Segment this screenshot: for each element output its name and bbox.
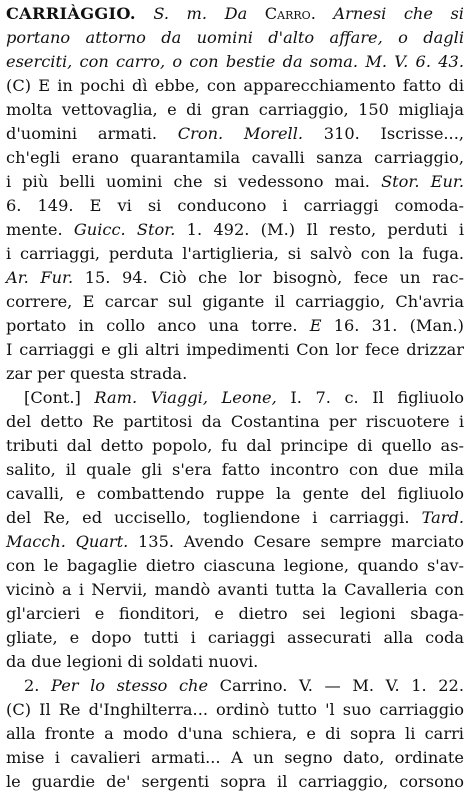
entry-line: d'uomini armati. Cron. Morell. 310. Iscrisse..., [6, 124, 464, 143]
entry-line: salito, il quale gli s'era fatto incontro con due mila [6, 460, 464, 479]
entry-line: i più belli uomini che si vedessono mai. Stor. Eur. [6, 172, 464, 191]
entry-line: portato in collo anco una torre. E 16. 31. (Man.) [6, 316, 464, 335]
entry-line: 6. 149. E vi si conducono i carriaggi comoda- [6, 196, 464, 215]
entry-line: CARRIÀGGIO. S. m. Da Carro. Arnesi che si [6, 4, 464, 23]
entry-line: tributi dal detto popolo, fu dal principe di quello as- [6, 436, 464, 455]
entry-line: le guardie de' sergenti sopra il carriaggio, corsono [6, 772, 464, 791]
entry-line: gliate, e dopo tutti i cariaggi assecurati alla coda [6, 628, 464, 647]
entry-line: ch'egli erano quarantamila cavalli sanza carriaggio, [6, 148, 464, 167]
sense-heading: 2. Per lo stesso che Carrino. V. — M. V. 1. 22. [24, 676, 464, 695]
entry-line: (C) Il Re d'Inghilterra... ordinò tutto 'l suo carriaggio [6, 700, 464, 719]
entry-line: portano attorno da uomini d'alto affare, o dagli [6, 28, 464, 47]
entry-line: mise i cavalieri armati... A un segno dato, ordinate [6, 748, 464, 767]
grammar-label: S. m. [153, 4, 208, 23]
source-citation: Stor. Eur. [381, 172, 464, 191]
entry-line: zar per questa strada. [6, 364, 188, 383]
entry-line: eserciti, con carro, o con bestie da soma. M. V. 6. 43. [6, 52, 464, 71]
headword: CARRIÀGGIO. [6, 4, 136, 23]
source-citation: Ar. Fur. [6, 268, 74, 287]
entry-line: con le bagaglie dietro ciascuna legione, quando s'av- [6, 556, 464, 575]
source-citation: Macch. Quart. [6, 532, 129, 551]
entry-line: [Cont.] Ram. Viaggi, Leone, I. 7. c. Il figliuolo [24, 388, 465, 407]
entry-line: gl'arcieri e fionditori, e dietro sei legioni sbaga- [6, 604, 464, 623]
entry-line: da due legioni di soldati nuovi. [6, 652, 259, 671]
entry-line: alla fronte a modo d'una schiera, e di sopra li carri [6, 724, 464, 743]
entry-line: mente. Guicc. Stor. 1. 492. (M.) Il resto, perduti i [6, 220, 465, 239]
entry-line: Macch. Quart. 135. Avendo Cesare sempre marciato [6, 532, 464, 551]
entry-line: del Re, ed uccisello, togliendone i carriaggi. Tard. [6, 508, 464, 527]
source-citation: Ram. Viaggi, Leone, [94, 388, 277, 407]
etymon: Carro. [264, 4, 316, 23]
entry-line: (C) E in pochi dì ebbe, con apparecchiamento fatto di [6, 76, 464, 95]
definition: Arnesi che si [333, 4, 464, 23]
source-citation: Cron. Morell. [177, 124, 304, 143]
entry-line: cavalli, e combattendo ruppe la gente del figliuolo [6, 484, 464, 503]
entry-line: molta vettovaglia, e di gran carriaggio, 150 migliaja [6, 100, 464, 119]
entry-line: I carriaggi e gli altri impedimenti Con lor fece drizzar [6, 340, 464, 359]
source-citation: E [309, 316, 322, 335]
source-citation: Tard. [421, 508, 464, 527]
entry-line: i carriaggi, perduta l'artiglieria, si salvò con la fuga. [6, 244, 464, 263]
entry-line: Ar. Fur. 15. 94. Ciò che lor bisognò, fece un rac- [6, 268, 464, 287]
source-citation: Guicc. Stor. [73, 220, 176, 239]
entry-line: vicinò a i Nervii, mandò avanti tutta la Cavalleria con [6, 580, 464, 599]
entry-line: del detto Re partitosi da Costantina per riscuotere i [6, 412, 464, 431]
entry-line: correre, E carcar sul gigante il carriaggio, Ch'avria [6, 292, 464, 311]
